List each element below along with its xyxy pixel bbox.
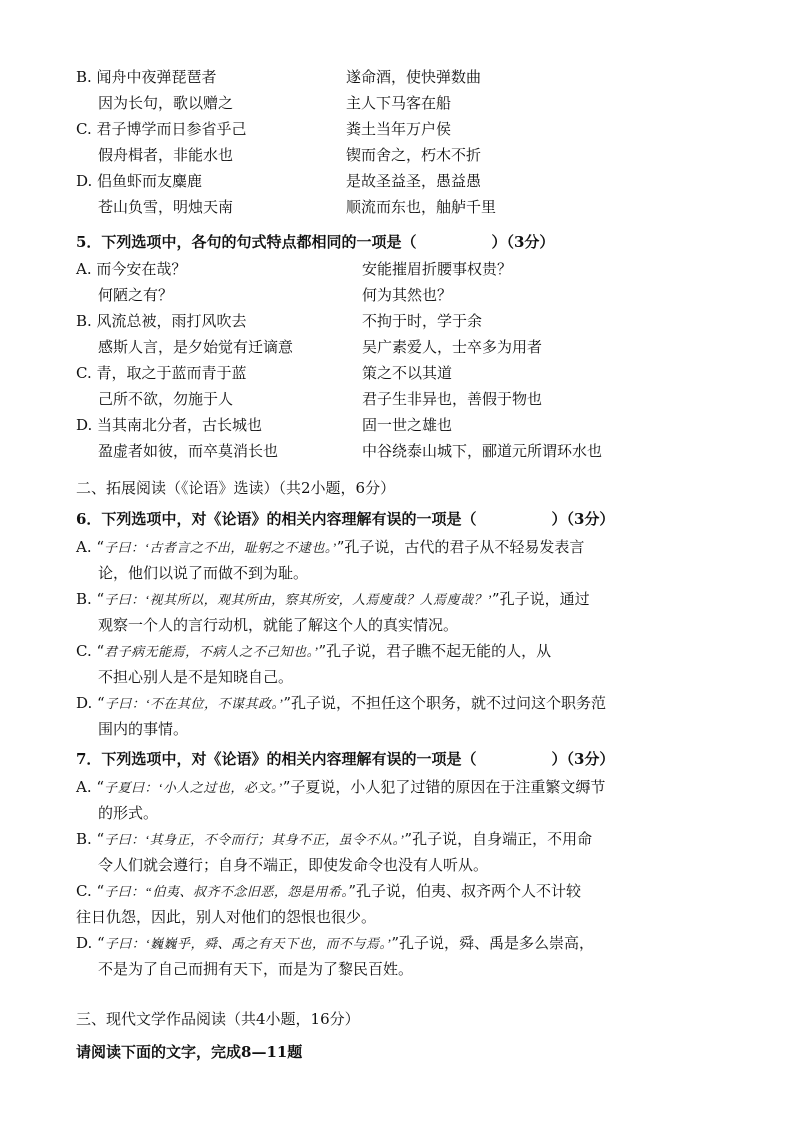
- section-2-title: 二、拓展阅读（《论语》选读）（共2小题，6分）: [76, 479, 396, 497]
- q4-option-c-line2-left: 假舟楫者，非能水也: [98, 146, 234, 164]
- q7-a-text: ”子夏说，小人犯了过错的原因在于注重繁文缛节: [282, 778, 606, 796]
- q6-c-text: ”孔子说，君子瞧不起无能的人，从: [318, 642, 552, 660]
- q6-c-quote: 君子病无能焉，不病人之不己知也。’: [104, 644, 319, 659]
- q6-option-d-cont: 围内的事情。: [98, 720, 189, 738]
- q7-option-a-cont: 的形式。: [98, 804, 159, 822]
- q6-a-text: ”孔子说，古代的君子从不轻易发表言: [336, 538, 585, 556]
- q6-option-b: [76, 589, 590, 610]
- q5-option-c-line2-left: 己所不欲，勿施于人: [98, 390, 234, 408]
- q6-d-quote: 子曰：‘不在其位，不谋其政。’: [104, 696, 284, 711]
- q6-b-quote: 子曰：‘视其所以，观其所由，察其所安，人焉廋哉？人焉廋哉？’: [104, 592, 492, 607]
- q5-option-b-line1-right: 不拘于时，学于余: [362, 312, 483, 330]
- q5-option-a-line1-left: A. 而今安在哉？: [76, 260, 187, 278]
- section-3-title: 三、现代文学作品阅读（共4小题，16分）: [76, 1010, 360, 1028]
- q7-stem: 7．下列选项中，对《论语》的相关内容理解有误的一项是（ ）（3分）: [76, 750, 615, 768]
- q4-option-b-line2-right: 主人下马客在船: [346, 94, 452, 112]
- q5-option-c-line1-left: C. 青，取之于蓝而青于蓝: [76, 364, 247, 382]
- q4-option-c-line1-left: C. 君子博学而日参省乎己: [76, 120, 247, 138]
- q7-d-prefix: D. “: [76, 934, 105, 952]
- q6-option-c: [76, 641, 551, 662]
- q5-option-d-line2-left: 盈虚者如彼，而卒莫消长也: [98, 442, 279, 460]
- q6-option-a-cont: 论，他们以说了而做不到为耻。: [98, 564, 309, 582]
- q5-option-d-line1-right: 固一世之雄也: [362, 416, 453, 434]
- q4-option-d-line2-right: 顺流而东也，舳舻千里: [346, 198, 497, 216]
- q7-a-prefix: A. “: [76, 778, 105, 796]
- q6-option-d: [76, 693, 606, 714]
- q7-c-quote: 子曰：“伯夷、叔齐不念旧恶，怨是用希。: [104, 884, 349, 899]
- q4-option-b-line2-left: 因为长句，歌以赠之: [98, 94, 234, 112]
- q6-b-prefix: B. “: [76, 590, 105, 608]
- q7-option-b-cont: 令人们就会遵行；自身不端正，即使发命令也没有人听从。: [98, 856, 489, 874]
- q7-option-d-cont: 不是为了自己而拥有天下，而是为了黎民百姓。: [98, 960, 414, 978]
- q4-option-d-line2-left: 苍山负雪，明烛天南: [98, 198, 234, 216]
- q4-option-b-line1-right: 遂命酒，使快弹数曲: [346, 68, 482, 86]
- q7-b-quote: 子曰：‘其身正，不令而行；其身不正，虽令不从。’: [104, 832, 405, 847]
- q4-option-d-line1-left: D. 侣鱼虾而友麋鹿: [76, 172, 203, 190]
- q5-option-c-line2-right: 君子生非异也，善假于物也: [362, 390, 543, 408]
- q5-option-b-line1-left: B. 风流总被，雨打风吹去: [76, 312, 247, 330]
- q6-option-b-cont: 观察一个人的言行动机，就能了解这个人的真实情况。: [98, 616, 459, 634]
- q7-option-c-cont: 往日仇怨，因此，别人对他们的怨恨也很少。: [76, 908, 377, 926]
- q7-d-quote: 子曰：‘巍巍乎，舜、禹之有天下也，而不与焉。’: [104, 936, 392, 951]
- q6-b-text: ”孔子说，通过: [491, 590, 590, 608]
- q7-option-c: [76, 881, 581, 902]
- q6-d-text: ”孔子说，不担任这个职务，就不过问这个职务范: [283, 694, 607, 712]
- q5-option-d-line1-left: D. 当其南北分者，古长城也: [76, 416, 263, 434]
- reading-instruction: 请阅读下面的文字，完成8—11题: [76, 1043, 303, 1061]
- q7-b-text: ”孔子说，自身端正，不用命: [404, 830, 593, 848]
- q4-option-c-line1-right: 粪土当年万户侯: [346, 120, 452, 138]
- q7-a-quote: 子夏曰：‘小人之过也，必文。’: [104, 780, 283, 795]
- q6-a-quote: 子曰：‘古者言之不出，耻躬之不逮也。’: [104, 540, 337, 555]
- q5-option-b-line2-right: 吴广素爱人，士卒多为用者: [362, 338, 543, 356]
- q5-option-a-line2-right: 何为其然也？: [362, 286, 453, 304]
- q7-d-text: ”孔子说，舜、禹是多么崇高，: [391, 934, 595, 952]
- q5-option-a-line1-right: 安能摧眉折腰事权贵？: [362, 260, 513, 278]
- q6-option-a: [76, 537, 584, 558]
- q5-option-a-line2-left: 何陋之有？: [98, 286, 174, 304]
- q6-c-prefix: C. “: [76, 642, 105, 660]
- q4-option-c-line2-right: 锲而舍之，朽木不折: [346, 146, 482, 164]
- q6-a-prefix: A. “: [76, 538, 105, 556]
- q7-option-d: [76, 933, 594, 954]
- q5-stem: 5．下列选项中，各句的句式特点都相同的一项是（ ）（3分）: [76, 233, 555, 251]
- q6-option-c-cont: 不担心别人是不是知晓自己。: [98, 668, 294, 686]
- q5-option-d-line2-right: 中谷绕泰山城下，郦道元所谓环水也: [362, 442, 603, 460]
- q7-option-b: [76, 829, 592, 850]
- q4-option-d-line1-right: 是故圣益圣，愚益愚: [346, 172, 482, 190]
- q5-option-b-line2-left: 感斯人言，是夕始觉有迁谪意: [98, 338, 294, 356]
- q7-option-a: [76, 777, 605, 798]
- q4-option-b-line1-left: B. 闻舟中夜弹琵琶者: [76, 68, 217, 86]
- q6-d-prefix: D. “: [76, 694, 105, 712]
- q7-c-text: ”孔子说，伯夷、叔齐两个人不计较: [348, 882, 582, 900]
- q5-option-c-line1-right: 策之不以其道: [362, 364, 453, 382]
- q7-b-prefix: B. “: [76, 830, 105, 848]
- q7-c-prefix: C. “: [76, 882, 105, 900]
- q6-stem: 6．下列选项中，对《论语》的相关内容理解有误的一项是（ ）（3分）: [76, 510, 615, 528]
